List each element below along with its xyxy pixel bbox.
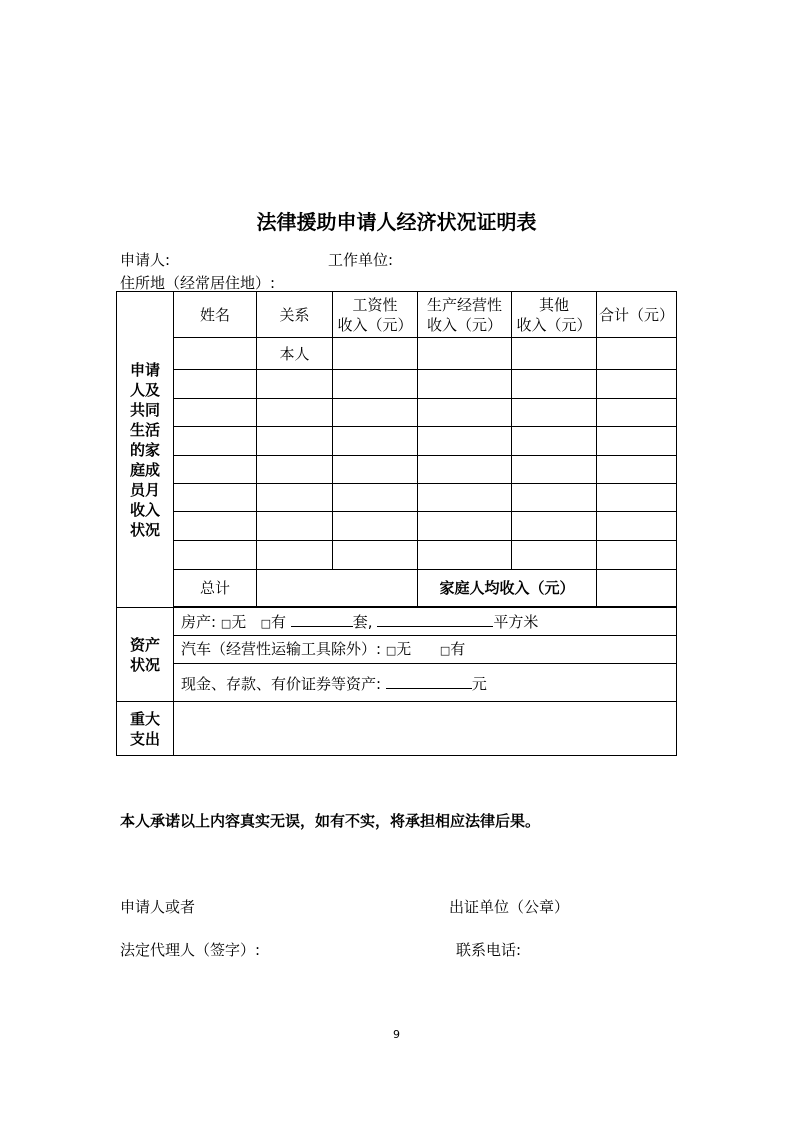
col-header-name: 姓名 [174,292,257,338]
income-cell[interactable] [257,370,333,399]
income-cell[interactable] [257,399,333,427]
income-cell[interactable] [418,484,512,512]
income-cell[interactable] [174,427,257,456]
col-header-other: 其他 收入（元） [512,292,597,338]
income-cell[interactable] [512,512,597,541]
income-cell[interactable] [597,370,677,399]
income-cell[interactable] [333,399,418,427]
applicant-or-label: 申请人或者 [120,898,196,916]
col-header-total: 合计（元） [597,292,677,338]
income-cell[interactable] [418,512,512,541]
workplace-label: 工作单位: [328,251,394,269]
applicant-label: 申请人: [120,251,171,269]
income-cell[interactable] [597,512,677,541]
income-cell[interactable] [512,427,597,456]
income-cell[interactable] [597,399,677,427]
income-assets-table [116,291,677,756]
income-cell[interactable] [174,484,257,512]
income-cell[interactable] [174,399,257,427]
per-capita-income-label: 家庭人均收入（元） [418,570,597,607]
income-cell[interactable] [597,541,677,570]
income-cell[interactable] [174,456,257,484]
income-cell[interactable] [333,512,418,541]
income-cell[interactable] [512,370,597,399]
income-cell[interactable] [333,427,418,456]
income-cell[interactable] [418,338,512,370]
income-cell[interactable] [257,541,333,570]
car-label: 汽车（经营性运输工具除外）: [181,639,382,658]
income-cell[interactable] [333,456,418,484]
issuer-seal-label: 出证单位（公章） [449,898,570,916]
house-label: 房产: [181,612,217,631]
checkbox-yes-icon[interactable]: □ [260,616,271,630]
residence-label: 住所地（经常居住地）: [120,274,276,292]
income-cell[interactable]: 本人 [257,338,333,370]
income-cell[interactable] [174,512,257,541]
income-cell[interactable] [597,338,677,370]
income-cell[interactable] [597,484,677,512]
cash-row: 现金、存款、有价证券等资产: 元 [174,664,677,702]
income-cell[interactable] [333,338,418,370]
income-cell[interactable] [512,541,597,570]
income-cell[interactable] [333,541,418,570]
checkbox-none-icon[interactable]: □ [385,643,397,657]
col-header-business: 生产经营性 收入（元） [418,292,512,338]
income-cell[interactable] [174,541,257,570]
income-cell[interactable] [597,427,677,456]
income-cell[interactable] [597,456,677,484]
page-number: 9 [393,1028,400,1041]
income-cell[interactable] [174,370,257,399]
declaration: 本人承诺以上内容真实无误，如有不实，将承担相应法律后果。 [120,812,541,830]
income-cell[interactable] [418,399,512,427]
income-cell[interactable] [333,370,418,399]
income-cell[interactable] [333,484,418,512]
car-row: 汽车（经营性运输工具除外）: □无 □有 [174,636,677,664]
income-cell[interactable] [512,456,597,484]
phone-label: 联系电话: [456,941,522,959]
checkbox-yes-icon[interactable]: □ [439,643,451,657]
income-section-label: 申请 人及 共同 生活 的家 庭成 员月 收入 状况 [117,292,174,608]
per-capita-income-cell[interactable] [597,570,677,607]
income-cell[interactable] [174,338,257,370]
col-header-wage: 工资性 收入（元） [333,292,418,338]
expense-cell[interactable] [174,702,677,756]
income-cell[interactable] [512,399,597,427]
income-cell[interactable] [512,338,597,370]
income-cell[interactable] [418,456,512,484]
expense-section-label: 重大 支出 [117,702,174,756]
legal-rep-signature-label: 法定代理人（签字）: [120,941,261,959]
income-cell[interactable] [418,541,512,570]
income-cell[interactable] [418,370,512,399]
assets-section-label: 资产 状况 [117,608,174,702]
checkbox-none-icon[interactable]: □ [220,616,232,630]
col-header-relation: 关系 [257,292,333,338]
house-area-blank[interactable] [377,610,493,627]
income-cell[interactable] [257,512,333,541]
income-cell[interactable] [257,427,333,456]
income-cell[interactable] [257,484,333,512]
house-sets-blank[interactable] [291,610,353,627]
total-label: 总计 [174,570,257,607]
form-title: 法律援助申请人经济状况证明表 [256,210,537,234]
total-value-cell[interactable] [257,570,418,607]
house-row: 房产: □无 □有 套, 平方米 [174,608,677,636]
income-cell[interactable] [257,456,333,484]
income-cell[interactable] [418,427,512,456]
income-cell[interactable] [512,484,597,512]
cash-label: 现金、存款、有价证券等资产: [181,674,382,693]
cash-amount-blank[interactable] [386,672,472,689]
